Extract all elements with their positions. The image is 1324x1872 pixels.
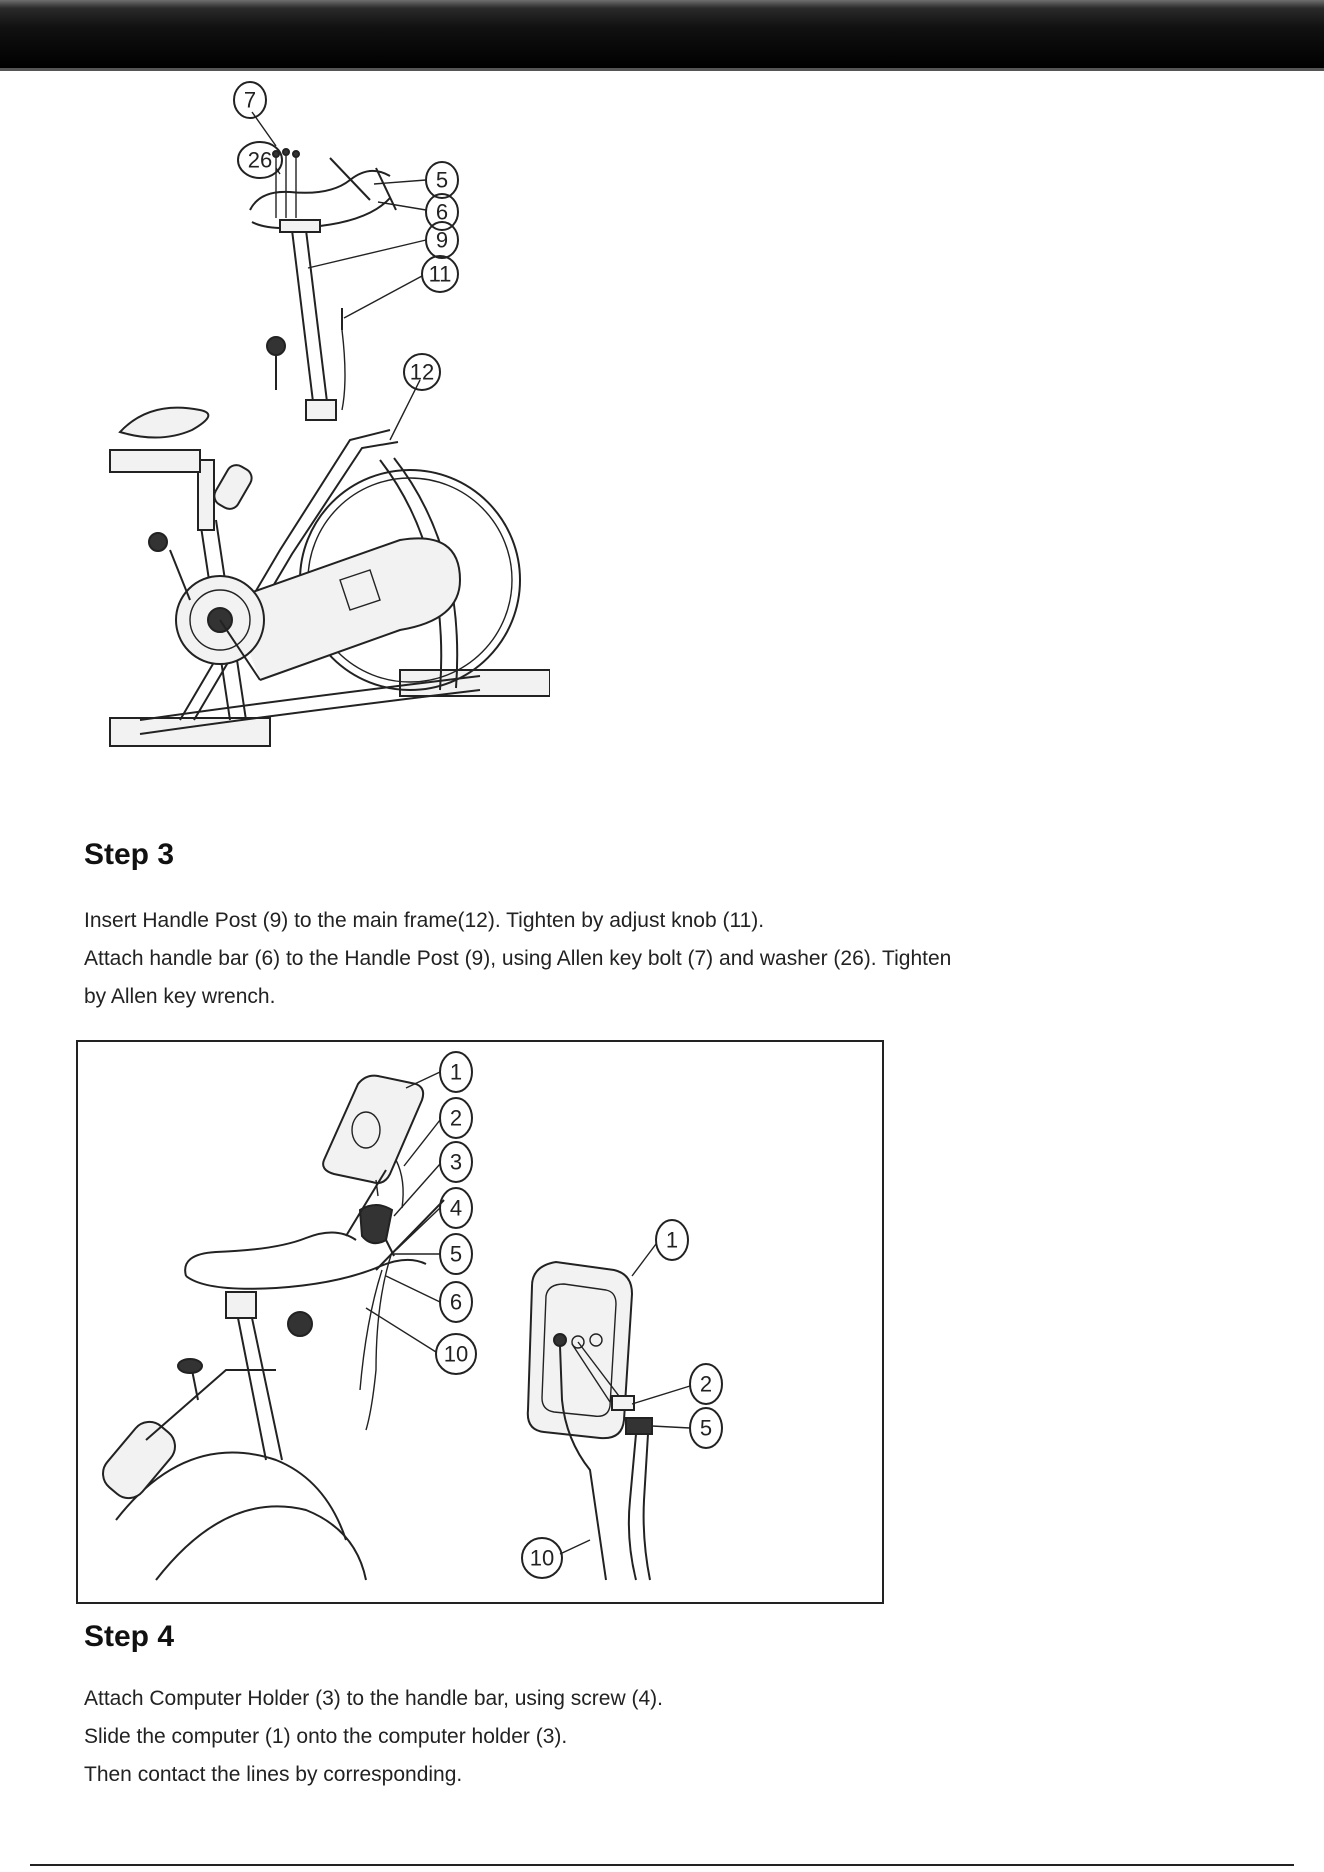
handle-post — [292, 230, 314, 410]
callout-r5-label: 5 — [699, 1415, 713, 1441]
connector-2 — [612, 1396, 634, 1410]
post-clamp — [306, 400, 336, 420]
step3-line-1: Insert Handle Post (9) to the main frame(12). Tighten by adjust knob (11). — [84, 909, 765, 932]
handle-post-edge — [306, 230, 328, 410]
leader-4 — [396, 1208, 440, 1250]
detail-cable-5 — [629, 1434, 636, 1580]
callout-6-label: 6 — [449, 1289, 463, 1315]
handlebar-bottom — [186, 1260, 426, 1289]
leader-1 — [406, 1072, 440, 1088]
saddle — [120, 408, 208, 438]
step4-line-3: Then contact the lines by corresponding. — [84, 1763, 463, 1786]
figure-bike-assembly — [80, 80, 550, 770]
callout-4-label: 4 — [449, 1195, 463, 1221]
figure-frame — [77, 1041, 883, 1603]
computer-holder — [360, 1205, 392, 1243]
header-bar — [0, 0, 1324, 71]
callout-26-label: 26 — [247, 147, 273, 173]
step4-line-2: Slide the computer (1) onto the computer holder (3). — [84, 1725, 568, 1748]
figure-computer-assembly — [76, 1040, 884, 1604]
callout-9-label: 9 — [435, 227, 449, 253]
step4-line-1: Attach Computer Holder (3) to the handle bar, using screw (4). — [84, 1687, 663, 1710]
callout-11-label: 11 — [428, 261, 452, 287]
base-frame — [140, 676, 480, 720]
callout-r1-label: 1 — [665, 1227, 679, 1253]
handle-post-edge — [252, 1318, 282, 1460]
cable-10 — [360, 1270, 382, 1390]
computer-unit — [323, 1076, 423, 1183]
handlebar-plate — [280, 220, 320, 232]
leader-r2 — [632, 1386, 690, 1404]
adjust-knob-cable — [342, 330, 345, 410]
handlebar-top — [185, 1232, 356, 1276]
leader-r1 — [632, 1244, 656, 1276]
adjust-knob — [288, 1312, 312, 1336]
leader-11 — [344, 276, 422, 318]
post-clamp — [226, 1292, 256, 1318]
pedal-arm — [170, 550, 190, 600]
footer-rule — [30, 1864, 1294, 1866]
callout-2-label: 2 — [449, 1105, 463, 1131]
leader-6 — [378, 202, 426, 210]
callout-5-label: 5 — [435, 167, 449, 193]
frame-knob — [267, 337, 285, 355]
detail-cable-5b — [644, 1434, 650, 1580]
callout-1-label: 1 — [449, 1059, 463, 1085]
callout-r2-label: 2 — [699, 1371, 713, 1397]
callout-10-label: 10 — [443, 1341, 469, 1367]
bolt-head-c — [293, 151, 299, 157]
callout-r10-label: 10 — [529, 1545, 555, 1571]
callout-12-label: 12 — [409, 359, 435, 385]
water-bottle — [211, 461, 256, 512]
bolt-head-a — [273, 151, 279, 157]
frame-curve-lower — [156, 1506, 366, 1580]
handle-post — [238, 1318, 266, 1460]
bolt-head-b — [283, 149, 289, 155]
frame-knob — [178, 1359, 202, 1373]
front-foot — [110, 718, 270, 746]
step4-heading: Step 4 — [84, 1620, 175, 1653]
leader-6 — [386, 1276, 440, 1302]
connector-5 — [626, 1418, 652, 1434]
leader-r10 — [560, 1540, 590, 1554]
leader-9 — [308, 240, 426, 268]
port-a — [554, 1334, 566, 1346]
seat-slider — [110, 450, 200, 472]
leader-r5 — [652, 1426, 690, 1428]
callout-3-label: 3 — [449, 1149, 463, 1175]
step3-line-2: Attach handle bar (6) to the Handle Post (9), using Allen key bolt (7) and washer (26). Tighten — [84, 947, 952, 970]
callout-7-label: 7 — [243, 87, 257, 113]
step4-instructions — [84, 1680, 1244, 1794]
computer-cable — [396, 1160, 403, 1208]
step3-heading: Step 3 — [84, 838, 175, 871]
callout-5-label: 5 — [449, 1241, 463, 1267]
step3-instructions — [84, 902, 1244, 1016]
water-bottle — [96, 1415, 183, 1506]
handlebar-grip-left — [330, 158, 370, 200]
seat-knob — [149, 533, 167, 551]
callout-6-label: 6 — [435, 199, 449, 225]
step3-line-3: by Allen key wrench. — [84, 985, 276, 1008]
